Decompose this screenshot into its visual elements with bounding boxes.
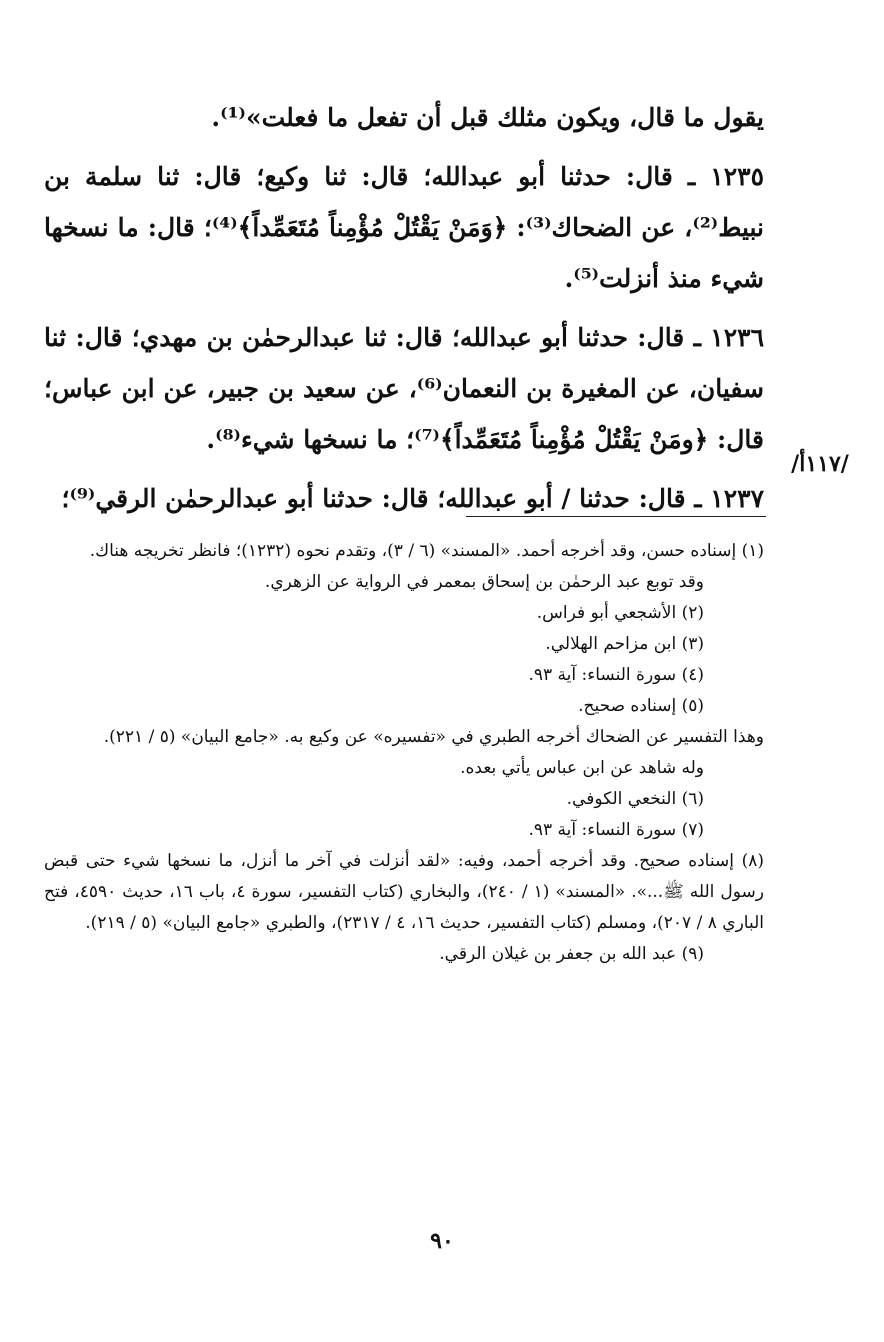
footnote-divider — [466, 516, 766, 517]
footnote: (٦) النخعي الكوفي. — [566, 789, 704, 809]
hadith-1235 — [44, 151, 764, 304]
hadith-text: ـ قال: حدثنا / أبو عبدالله؛ قال: حدثنا أبو عبدالرحمٰن الرقي⁽⁹⁾؛ — [61, 484, 702, 513]
footnote: (١) إسناده حسن، وقد أخرجه أحمد. «المسند» (٦ / ٣)، وتقدم نحوه (١٢٣٢)؛ فانظر تخريجه هناك. — [89, 541, 764, 561]
hadith-text: ـ قال: حدثنا أبو عبدالله؛ قال: ثنا عبدالرحمٰن بن مهدي؛ قال: ثنا سفيان، عن المغيرة بن النعمان⁽⁶⁾، عن سعيد بن جبير، عن ابن عباس؛ قال: ﴿ومَنْ يَقْتُلْ مُؤْمِناً مُتَعَمِّداً﴾⁽⁷⁾؛ ما نسخها شيء⁽⁸⁾. — [44, 323, 764, 454]
footnotes — [44, 536, 764, 970]
footnote: وهذا التفسير عن الضحاك أخرجه الطبري في «تفسيره» عن وكيع به. «جامع البيان» (٥ / ٢٢١). — [103, 727, 764, 747]
footnote: (٥) إسناده صحيح. — [578, 696, 704, 716]
hadith-text: ـ قال: حدثنا أبو عبدالله؛ قال: ثنا وكيع؛ قال: ثنا سلمة بن نبيط⁽²⁾، عن الضحاك⁽³⁾: ﴿وَمَنْ يَقْتُلْ مُؤْمِناً مُتَعَمِّداً﴾⁽⁴⁾؛ قال: ما نسخها شيء منذ أنزلت⁽⁵⁾. — [44, 162, 765, 293]
footnote: (٧) سورة النساء: آية ٩٣. — [528, 820, 704, 840]
page-number: ٩٠ — [430, 1228, 454, 1254]
hadith-number: ١٢٣٦ — [710, 323, 764, 352]
footnote: (٤) سورة النساء: آية ٩٣. — [528, 665, 704, 685]
continuation-line: يقول ما قال، ويكون مثلك قبل أن تفعل ما فعلت»⁽¹⁾. — [211, 103, 764, 132]
hadith-1236 — [44, 312, 764, 465]
footnote: (٨) إسناده صحيح. وقد أخرجه أحمد، وفيه: «لقد أنزلت في آخر ما أنزل، ما نسخها شيء حتى قبض رسول الله ﷺ...». «المسند» (١ / ٢٤٠)، والبخاري (كتاب التفسير، سورة ٤، باب ١٦، حديث ٤٥٩٠، فتح الباري ٨ / ٢٠٧)، ومسلم (كتاب التفسير، حديث ١٦، ٤ / ٢٣١٧)، والطبري «جامع البيان» (٥ / ٢١٩). — [44, 851, 764, 933]
footnote: (٢) الأشجعي أبو فراس. — [536, 603, 704, 623]
footnote: وقد توبع عبد الرحمٰن بن إسحاق بمعمر في الرواية عن الزهري. — [264, 572, 704, 592]
main-text — [44, 92, 764, 524]
hadith-number: ١٢٣٧ — [710, 484, 764, 513]
footnote: وله شاهد عن ابن عباس يأتي بعده. — [460, 758, 704, 778]
hadith-number: ١٢٣٥ — [710, 162, 764, 191]
footnote: (٩) عبد الله بن جعفر بن غيلان الرقي. — [439, 944, 704, 964]
manuscript-folio-note: /١١٧أ/ — [791, 451, 849, 477]
footnote: (٣) ابن مزاحم الهلالي. — [545, 634, 704, 654]
